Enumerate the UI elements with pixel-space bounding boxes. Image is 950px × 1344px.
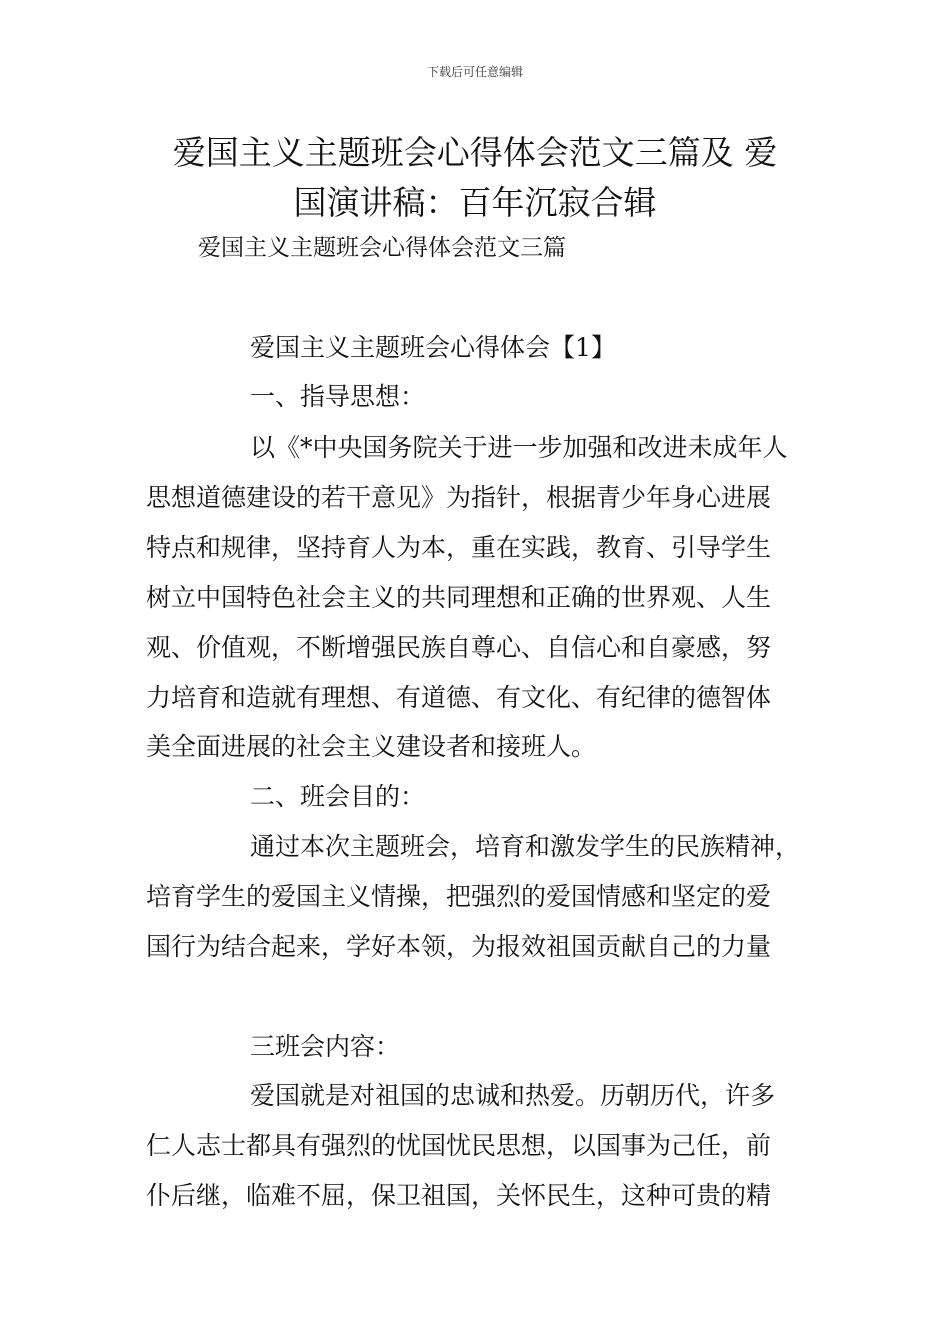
- paragraph-line: 以《*中央国务院关于进一步加强和改进未成年人: [250, 433, 788, 462]
- title-line-2: 国演讲稿：百年沉寂合辑: [293, 183, 657, 222]
- section-heading: 爱国主义主题班会心得体会【1】: [250, 333, 616, 362]
- title-line-1: 爱国主义主题班会心得体会范文三篇及 爱: [172, 133, 778, 172]
- paragraph-line: 思想道德建设的若干意见》为指针，根据青少年身心进展: [146, 483, 772, 512]
- paragraph-line: 通过本次主题班会，培育和激发学生的民族精神，: [250, 832, 801, 861]
- heading-meeting-purpose: 二、班会目的：: [250, 782, 426, 811]
- header-note: 下载后可任意编辑: [426, 65, 523, 79]
- paragraph-line: 仆后继，临难不屈，保卫祖国，关怀民生，这种可贵的精: [146, 1181, 772, 1210]
- heading-meeting-content: 三班会内容：: [250, 1032, 401, 1061]
- paragraph-line: 培育学生的爱国主义情操，把强烈的爱国情感和坚定的爱: [146, 882, 772, 911]
- heading-guiding-ideology: 一、指导思想：: [250, 382, 426, 411]
- document-title: [120, 128, 830, 228]
- paragraph-line: 树立中国特色社会主义的共同理想和正确的世界观、人生: [146, 583, 772, 612]
- paragraph-line: 观、价值观，不断增强民族自尊心、自信心和自豪感，努: [146, 633, 772, 662]
- document-subtitle: 爱国主义主题班会心得体会范文三篇: [198, 235, 566, 261]
- paragraph-line: 国行为结合起来，学好本领，为报效祖国贡献自己的力量: [146, 932, 772, 961]
- paragraph-line: 仁人志士都具有强烈的忧国忧民思想，以国事为己任，前: [146, 1131, 772, 1160]
- paragraph-line: 特点和规律，坚持育人为本，重在实践，教育、引导学生: [146, 533, 772, 562]
- paragraph-line: 力培育和造就有理想、有道德、有文化、有纪律的德智体: [146, 683, 772, 712]
- paragraph-line: 爱国就是对祖国的忠诚和热爱。历朝历代，许多: [250, 1081, 776, 1110]
- paragraph-line: 美全面进展的社会主义建设者和接班人。: [146, 732, 597, 761]
